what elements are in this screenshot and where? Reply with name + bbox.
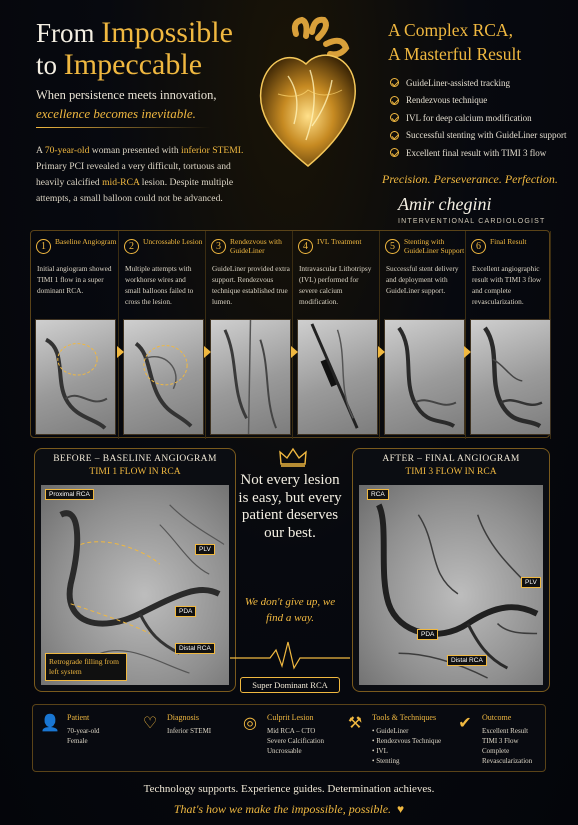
- step-description: GuideLiner provided extra support. Rendezvous technique established true lumen.: [212, 264, 290, 306]
- step-number: 1: [36, 239, 51, 254]
- arrow-right-icon: [204, 346, 211, 358]
- after-subtitle: TIMI 3 FLOW IN RCA: [405, 467, 497, 477]
- center-quote: Not every lesion is easy, but every patient deserves our best.: [238, 472, 342, 541]
- title-highlight: Impossible: [101, 16, 233, 49]
- summary-tools: [338, 705, 448, 773]
- after-title: AFTER – FINAL ANGIOGRAM: [382, 454, 520, 464]
- ecg-line-icon: [230, 640, 350, 670]
- person-icon: 👤: [40, 715, 60, 732]
- summary-body: • GuideLiner • Rendezvous Technique • IVL • Stenting: [372, 727, 442, 765]
- check-icon: [390, 148, 399, 157]
- label-distal-rca: Distal RCA: [175, 643, 215, 654]
- summary-culprit-lesion: [233, 705, 338, 773]
- label-plv: PLV: [521, 577, 541, 588]
- angiogram-thumbnail: [470, 319, 551, 435]
- before-panel: [34, 448, 236, 692]
- title-prefix: From: [36, 18, 102, 48]
- step-description: Initial angiogram showed TIMI 1 flow in a super dominant RCA.: [37, 264, 112, 295]
- arrow-right-icon: [464, 346, 471, 358]
- step-title: Baseline Angiogram: [55, 237, 117, 246]
- angiogram-thumbnail: [35, 319, 116, 435]
- checklist-item: IVL for deep calcium modification: [390, 109, 570, 127]
- check-icon: [390, 96, 399, 105]
- step-card: [380, 231, 466, 439]
- heart-pulse-icon: ♡: [142, 715, 158, 732]
- crown-icon: [278, 446, 308, 468]
- title-line-1: [36, 18, 233, 48]
- label-pda: PDA: [417, 629, 438, 640]
- angiogram-thumbnail: [297, 319, 378, 435]
- step-description: Successful stent delivery and deployment with GuideLiner support.: [386, 264, 459, 295]
- author-name: Amir chegini: [398, 194, 492, 214]
- step-description: Intravascular Lithotripsy (IVL) performed for severe calcium modification.: [299, 264, 372, 306]
- check-circle-icon: ✔: [458, 715, 472, 732]
- angiogram-thumbnail: [384, 319, 465, 435]
- step-title: Uncrossable Lesion: [143, 237, 203, 246]
- label-distal-rca: Distal RCA: [447, 655, 487, 666]
- summary-heading: Patient: [67, 713, 90, 722]
- after-panel: [352, 448, 550, 692]
- summary-body: Mid RCA – CTO Severe Calcification Uncrossable: [267, 727, 324, 755]
- before-title: BEFORE – BASELINE ANGIOGRAM: [53, 454, 217, 464]
- intro-diagnosis: inferior STEMI.: [181, 145, 244, 156]
- summary-diagnosis: [133, 705, 233, 773]
- step-number: 3: [211, 239, 226, 254]
- step-card: [466, 231, 551, 439]
- step-title: Rendezvous with GuideLiner: [230, 237, 282, 255]
- intro-lesion: mid-RCA: [102, 177, 140, 188]
- check-icon: [390, 113, 399, 122]
- target-icon: ◎: [243, 715, 257, 732]
- step-description: Excellent angiographic result with TIMI 3 flow and complete revascularization.: [472, 264, 542, 306]
- label-rca: RCA: [367, 489, 389, 500]
- procedure-steps: [30, 230, 550, 438]
- step-number: 6: [471, 239, 486, 254]
- summary-heading: Culprit Lesion: [267, 713, 314, 722]
- check-icon: [390, 78, 399, 87]
- motto: Precision. Perseverance. Perfection.: [382, 172, 558, 186]
- arrow-right-icon: [291, 346, 298, 358]
- angiogram-thumbnail: [210, 319, 291, 435]
- label-pda: PDA: [175, 606, 196, 617]
- checklist-item: Excellent final result with TIMI 3 flow: [390, 144, 570, 162]
- step-number: 4: [298, 239, 313, 254]
- golden-heart-icon: [248, 14, 368, 174]
- step-card: [119, 231, 206, 439]
- subtitle-gold: excellence becomes inevitable.: [36, 106, 196, 121]
- footer-line-2: That's how we make the impossible, possible. ♥: [173, 802, 405, 816]
- author-role: INTERVENTIONAL CARDIOLOGIST: [398, 218, 546, 225]
- summary-outcome: [448, 705, 547, 773]
- title-prefix: to: [36, 50, 64, 80]
- arrow-right-icon: [378, 346, 385, 358]
- summary-heading: Tools & Techniques: [372, 713, 437, 722]
- arrow-right-icon: [117, 346, 124, 358]
- step-card: [31, 231, 119, 439]
- label-plv: PLV: [195, 544, 215, 555]
- angiogram-thumbnail: [123, 319, 204, 435]
- before-subtitle: TIMI 1 FLOW IN RCA: [89, 467, 181, 477]
- tools-icon: ⚒: [347, 715, 363, 732]
- footer-line-1: Technology supports. Experience guides. Determination achieves.: [143, 783, 435, 795]
- summary-heading: Outcome: [482, 713, 512, 722]
- divider: [36, 127, 211, 128]
- result-title-line-2: A Masterful Result: [388, 44, 522, 64]
- step-title: Final Result: [490, 237, 527, 246]
- result-title-line-1: A Complex RCA,: [388, 20, 513, 40]
- summary-patient: [33, 705, 133, 773]
- case-summary-bar: [32, 704, 546, 772]
- intro-paragraph: A 70-year-old woman presented with inferior STEMI. Primary PCI revealed a very difficult, tortuous and heavily calcified mid-RCA lesion. Despite multiple attempts, a small balloon could not be advanced.: [36, 145, 244, 204]
- center-motto: We don't give up, we find a way.: [244, 596, 336, 624]
- heart-icon: ♥: [397, 802, 405, 816]
- subtitle: When persistence meets innovation,: [36, 88, 217, 102]
- step-card: [206, 231, 293, 439]
- step-number: 5: [385, 239, 400, 254]
- summary-body: Inferior STEMI: [167, 727, 212, 735]
- summary-body: 70-year-old Female: [67, 727, 100, 745]
- result-checklist: [390, 74, 570, 162]
- title-highlight: Impeccable: [63, 48, 203, 81]
- checklist-item: Successful stenting with GuideLiner support: [390, 127, 570, 145]
- step-title: Stenting with GuideLiner Support: [404, 237, 465, 255]
- summary-body: Excellent Result TIMI 3 Flow Complete Revascularization: [482, 727, 533, 765]
- step-number: 2: [124, 239, 139, 254]
- summary-heading: Diagnosis: [167, 713, 199, 722]
- retrograde-note: Retrograde filling from left system: [45, 653, 127, 681]
- title-line-2: [36, 50, 202, 80]
- check-icon: [390, 131, 399, 140]
- checklist-item: GuideLiner-assisted tracking: [390, 74, 570, 92]
- checklist-item: Rendezvous technique: [390, 92, 570, 110]
- label-proximal-rca: Proximal RCA: [45, 489, 94, 500]
- step-card: [293, 231, 380, 439]
- super-dominant-badge: Super Dominant RCA: [240, 677, 340, 693]
- step-description: Multiple attempts with workhorse wires and small balloons failed to cross the lesion.: [125, 264, 194, 306]
- intro-age: 70-year-old: [44, 145, 90, 156]
- step-title: IVL Treatment: [317, 237, 362, 246]
